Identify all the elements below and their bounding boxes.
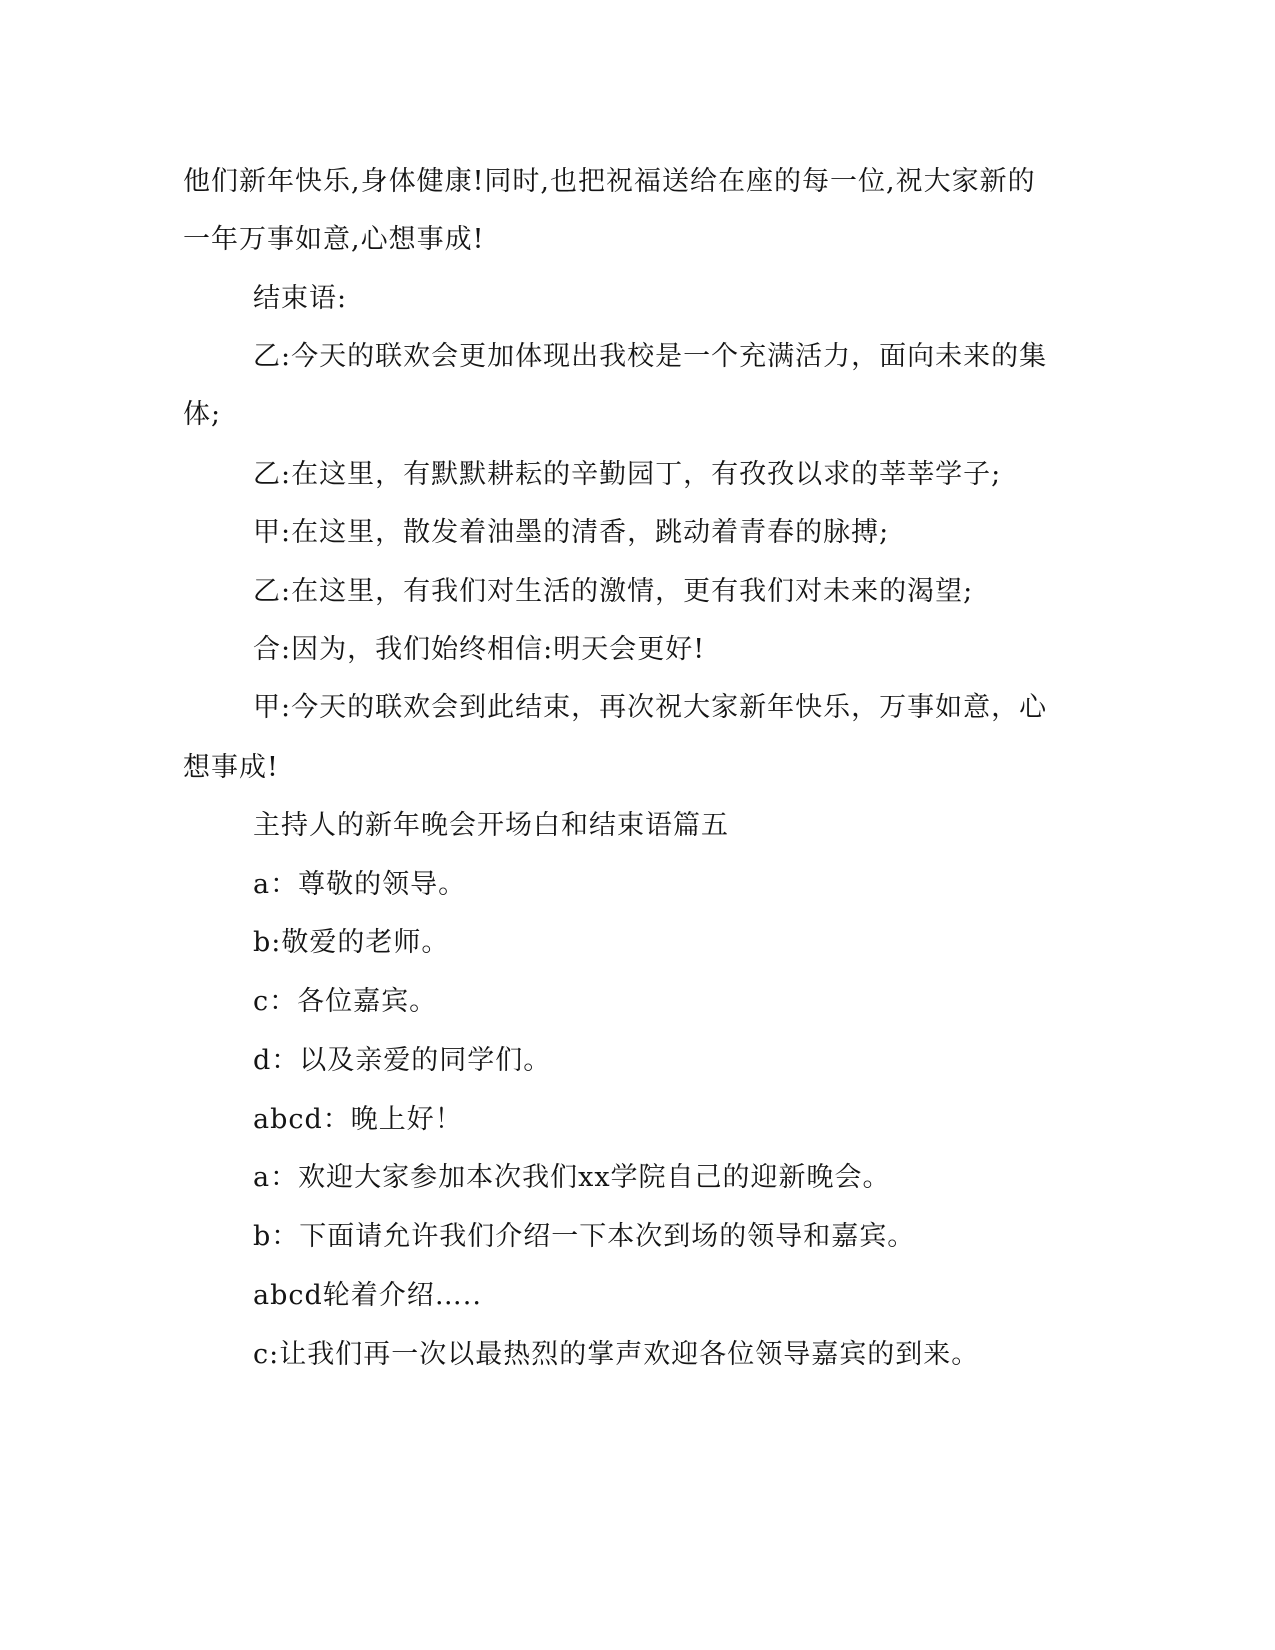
- paragraph-line-16: d：以及亲爱的同学们。: [253, 1045, 552, 1076]
- paragraph-line-20: abcd轮着介绍…..: [253, 1280, 482, 1311]
- paragraph-line-14: b:敬爱的老师。: [253, 927, 450, 958]
- paragraph-line-18: a：欢迎大家参加本次我们xx学院自己的迎新晚会。: [253, 1162, 891, 1193]
- paragraph-line-13: a：尊敬的领导。: [253, 869, 467, 900]
- section-heading-ending: 结束语:: [253, 283, 348, 314]
- paragraph-line-8: 乙:在这里，有我们对生活的激情，更有我们对未来的渴望;: [253, 576, 974, 607]
- paragraph-line-17: abcd：晚上好！: [253, 1104, 463, 1135]
- paragraph-line-9: 合:因为，我们始终相信:明天会更好!: [253, 634, 706, 665]
- paragraph-line-19: b：下面请允许我们介绍一下本次到场的领导和嘉宾。: [253, 1221, 916, 1252]
- paragraph-line-1: 他们新年快乐,身体健康!同时,也把祝福送给在座的每一位,祝大家新的: [183, 166, 1036, 197]
- paragraph-line-2: 一年万事如意,心想事成!: [183, 224, 485, 255]
- paragraph-line-11: 想事成!: [183, 752, 279, 783]
- paragraph-line-21: c:让我们再一次以最热烈的掌声欢迎各位领导嘉宾的到来。: [253, 1339, 980, 1370]
- paragraph-line-4: 乙:今天的联欢会更加体现出我校是一个充满活力，面向未来的集: [253, 341, 1048, 372]
- paragraph-line-15: c：各位嘉宾。: [253, 986, 438, 1017]
- section-heading-part-five: 主持人的新年晚会开场白和结束语篇五: [253, 810, 729, 841]
- paragraph-line-10: 甲:今天的联欢会到此结束，再次祝大家新年快乐，万事如意，心: [253, 692, 1048, 723]
- paragraph-line-5: 体;: [183, 399, 222, 430]
- paragraph-line-6: 乙:在这里，有默默耕耘的辛勤园丁，有孜孜以求的莘莘学子;: [253, 459, 1002, 490]
- paragraph-line-7: 甲:在这里，散发着油墨的清香，跳动着青春的脉搏;: [253, 517, 890, 548]
